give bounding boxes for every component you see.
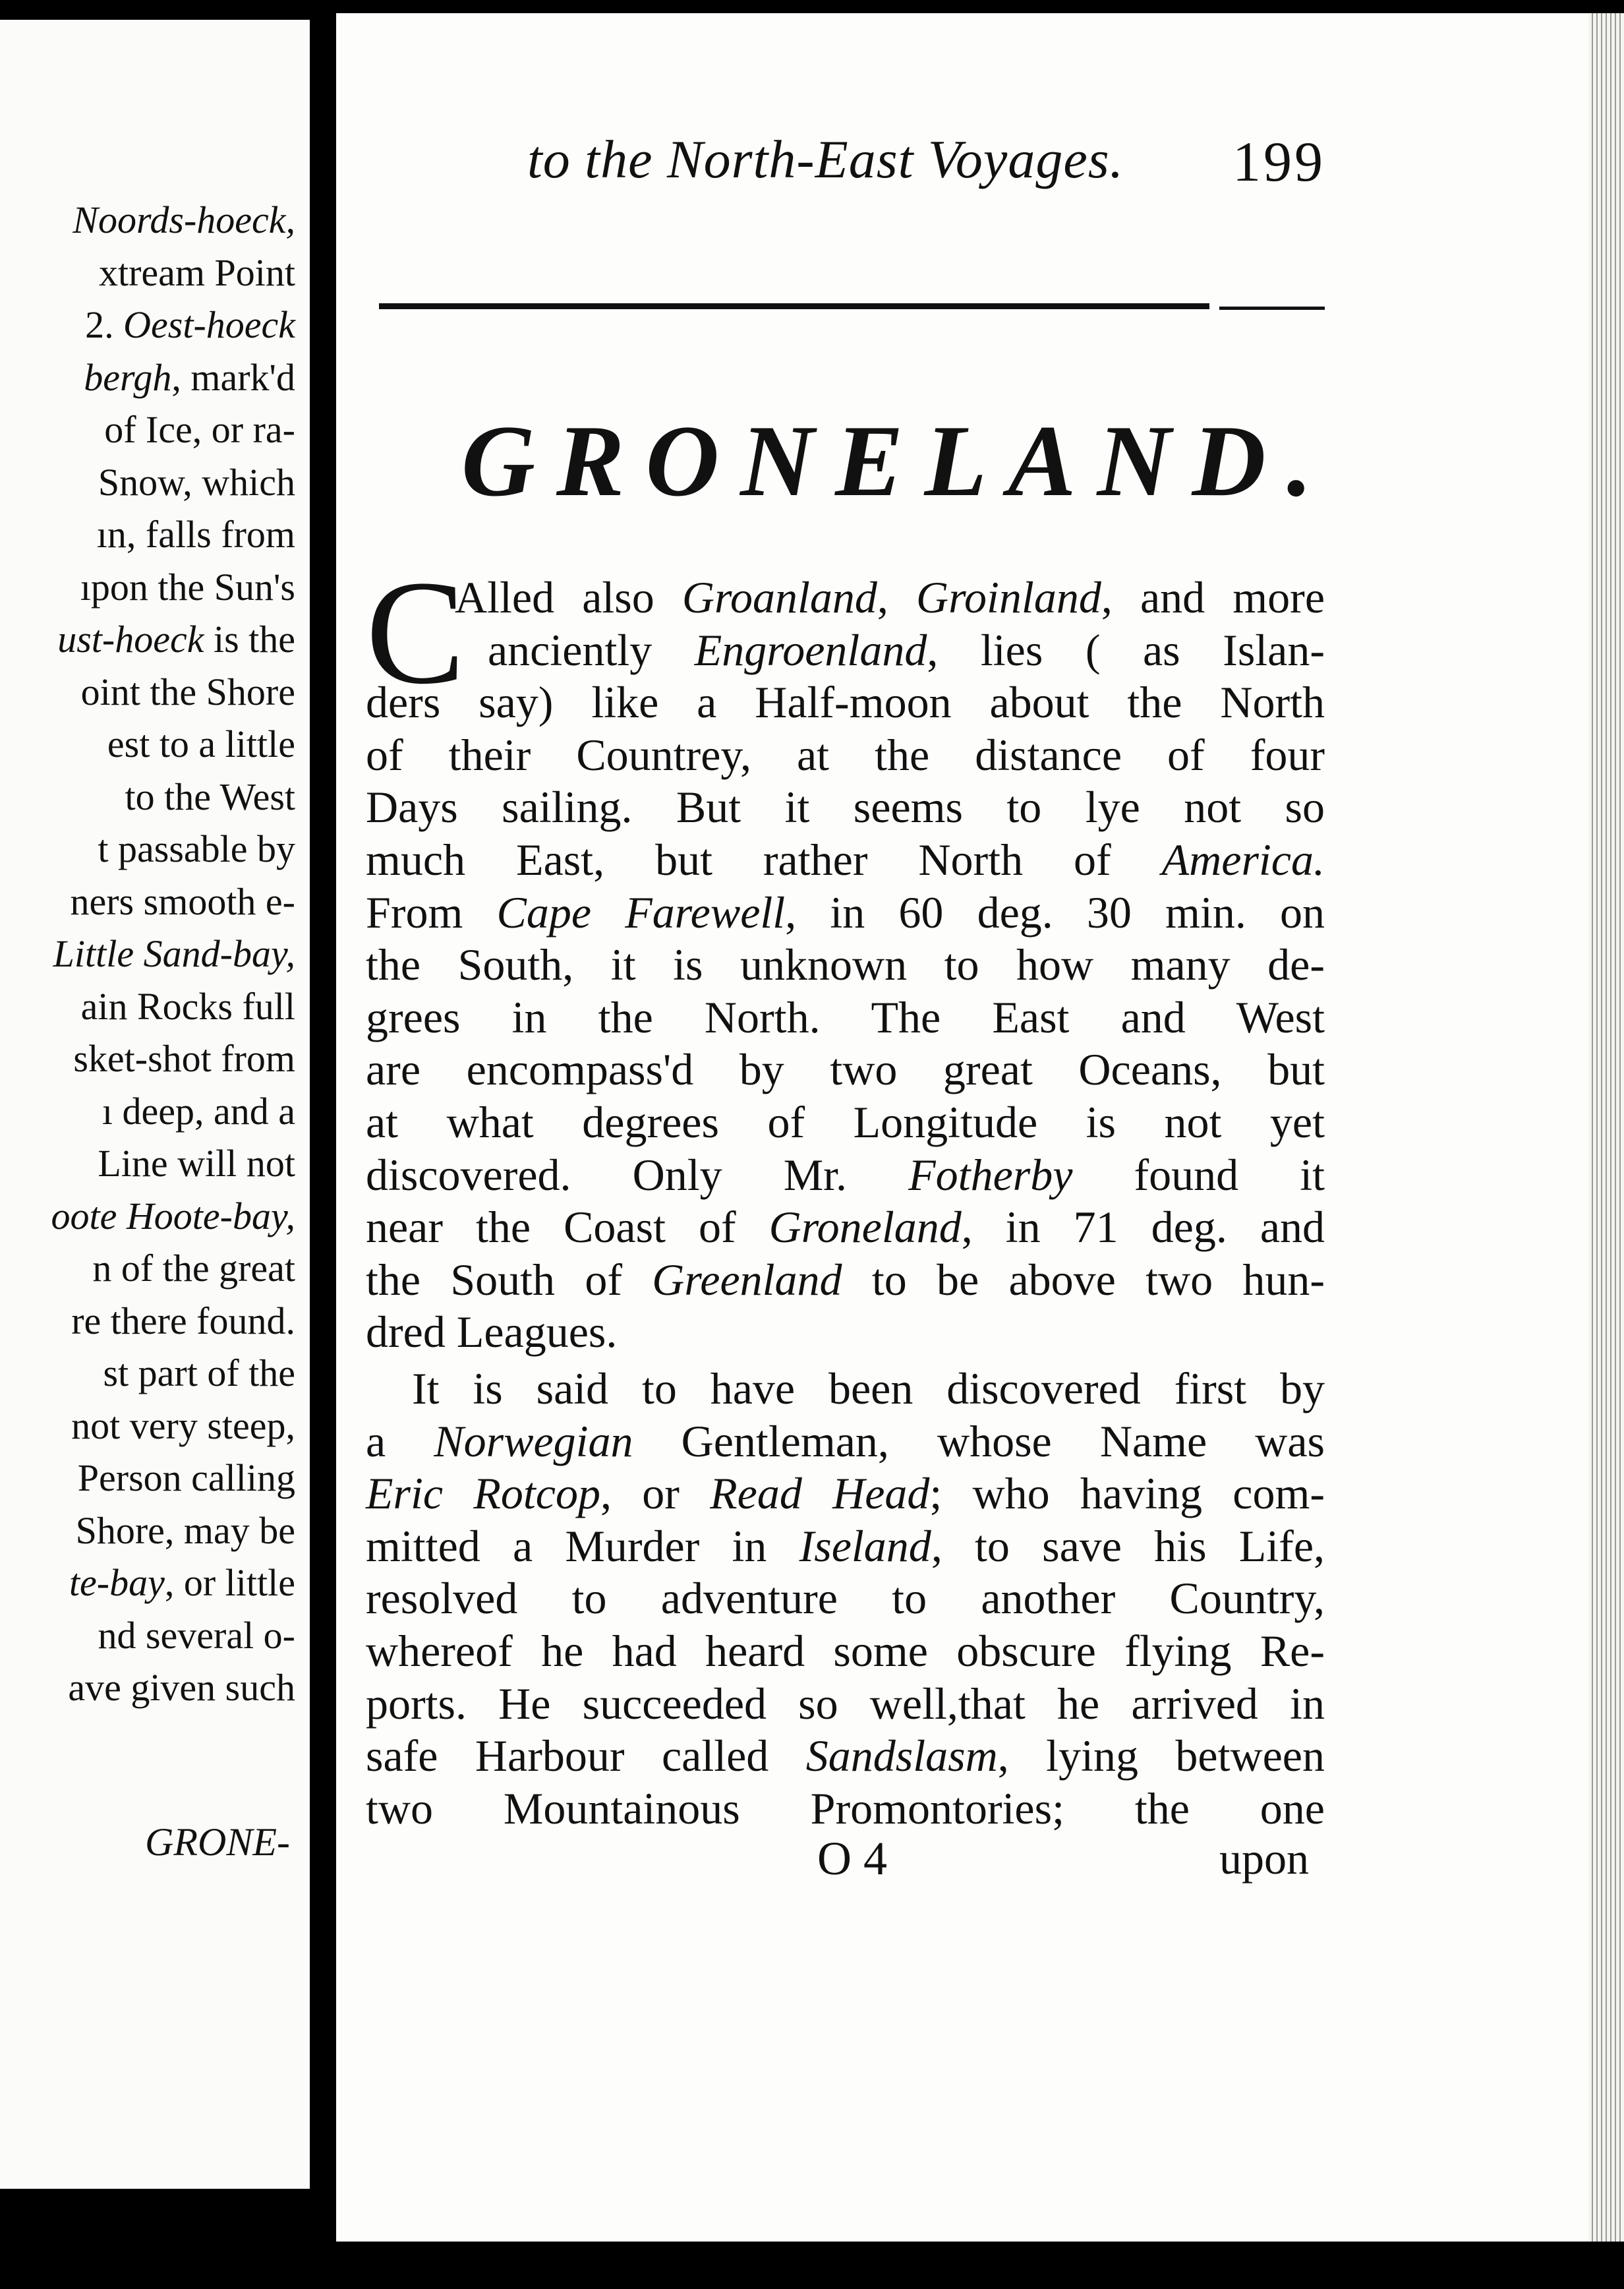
- body-line: [366, 1468, 1325, 1519]
- body-line-segment: Read Head: [710, 1468, 930, 1519]
- header-rule-end: [1219, 307, 1325, 310]
- left-line-segment: 2.: [85, 303, 124, 346]
- body-line-segment: Groanland: [682, 572, 877, 622]
- body-line-segment: Groneland: [768, 1202, 962, 1253]
- left-line-segment: xtream Point: [98, 251, 295, 294]
- left-line: [80, 670, 295, 713]
- left-line-segment: t passable by: [98, 827, 295, 870]
- body-line: [366, 939, 1325, 990]
- body-line: [488, 624, 1325, 675]
- body-line-segment: Alled also: [455, 572, 682, 622]
- running-head: to the North-East Voyages.: [527, 129, 1124, 189]
- left-line-segment: Noords-hoeck,: [72, 198, 295, 241]
- left-line-segment: Snow, which: [98, 460, 295, 504]
- left-line-segment: ain Rocks full: [80, 984, 295, 1028]
- left-line: [98, 460, 295, 504]
- body-line: [366, 1149, 1325, 1200]
- body-line-segment: It is said to have been discovered first by: [412, 1363, 1325, 1413]
- body-line-segment: safe Harbour called: [366, 1731, 806, 1781]
- left-line: [85, 303, 295, 346]
- body-line-segment: , to save his Life,: [931, 1520, 1325, 1571]
- body-line-segment: grees in the North. The East and West: [366, 992, 1325, 1042]
- body-line-segment: Cape Farewell: [496, 887, 786, 937]
- left-line: [80, 984, 295, 1028]
- left-line-segment: ave given such: [68, 1666, 295, 1709]
- left-line-segment: ners smooth e-: [70, 879, 295, 923]
- body-line: [366, 729, 1325, 780]
- left-page-catchword: GRONE-: [145, 1820, 290, 1864]
- body-line-segment: resolved to adventure to another Country,: [366, 1573, 1325, 1624]
- body-line-segment: From: [366, 887, 497, 937]
- body-line-segment: found it: [1072, 1149, 1325, 1200]
- body-line-segment: the South, it is unknown to how many de-: [366, 939, 1325, 990]
- left-line-segment: est to a little: [107, 723, 295, 765]
- body-line: [366, 887, 1325, 937]
- body-line-segment: America.: [1161, 835, 1325, 885]
- body-line-segment: at what degrees of Longitude is not yet: [366, 1097, 1325, 1147]
- left-line-segment: Little Sand-bay,: [53, 932, 295, 975]
- left-line-segment: ıpon the Sun's: [80, 565, 295, 609]
- left-line-segment: ın, falls from: [96, 513, 295, 556]
- section-heading: GRONELAND.: [461, 404, 1334, 518]
- body-line-segment: anciently: [488, 624, 695, 675]
- left-line: [125, 775, 295, 818]
- body-line: [366, 1520, 1325, 1571]
- left-line: [69, 1561, 295, 1604]
- body-line-segment: Eric Rotcop: [366, 1468, 600, 1519]
- left-line: [102, 1089, 295, 1133]
- left-line-segment: sket-shot from: [73, 1037, 295, 1080]
- catchword: upon: [1219, 1833, 1309, 1884]
- left-line-segment: of Ice, or ra-: [104, 408, 295, 451]
- left-line: [75, 1508, 295, 1552]
- left-line: [72, 198, 295, 241]
- page-edges: [1588, 13, 1624, 2242]
- body-line-segment: near the Coast of: [366, 1202, 769, 1253]
- left-line: [98, 1144, 295, 1183]
- left-line-segment: Oest-hoeck: [123, 303, 295, 346]
- body-line-segment: , and more: [1101, 572, 1325, 622]
- left-line: [73, 1037, 295, 1080]
- left-line: [84, 355, 295, 399]
- drop-cap: C: [366, 550, 465, 715]
- header-rule: [379, 303, 1209, 309]
- body-line-segment: are encompass'd by two great Oceans, but: [366, 1044, 1325, 1095]
- left-line-segment: st part of the: [103, 1352, 295, 1394]
- body-line-segment: , in 71 deg. and: [961, 1202, 1325, 1253]
- left-line: [80, 565, 295, 609]
- left-line-segment: te-bay: [69, 1561, 165, 1604]
- body-line-segment: the South of: [366, 1254, 652, 1305]
- body-line-segment: of their Countrey, at the distance of four: [366, 729, 1325, 780]
- left-line-segment: Shore, may be: [75, 1508, 295, 1552]
- left-line: [104, 408, 295, 451]
- body-line: [366, 1678, 1325, 1729]
- body-line-segment: mitted a Murder in: [366, 1520, 799, 1571]
- body-line-segment: sm: [948, 1731, 998, 1781]
- body-line-segment: Groinland: [915, 572, 1101, 622]
- body-line-segment: Fotherby: [908, 1149, 1073, 1200]
- body-line: [412, 1363, 1325, 1413]
- body-line-segment: dred Leagues.: [366, 1307, 618, 1357]
- body-line: [366, 1254, 1325, 1305]
- left-line: [107, 725, 295, 763]
- left-line: [57, 620, 295, 659]
- body-line-segment: , lying between: [997, 1731, 1325, 1781]
- body-line-segment: much East, but rather North of: [366, 835, 1162, 885]
- body-line-segment: to be above two hun-: [842, 1254, 1325, 1305]
- body-line-segment: ports. He succeeded so well,that he arrived in: [366, 1678, 1325, 1729]
- left-line-segment: ı deep, and a: [102, 1089, 295, 1133]
- body-line-segment: , in 60 deg. 30 min. on: [785, 887, 1325, 937]
- body-line-segment: a: [366, 1415, 434, 1466]
- left-line-segment: , mark'd: [171, 355, 295, 399]
- body-line: [366, 835, 1325, 885]
- left-line: [98, 1613, 295, 1657]
- left-line-segment: Person calling: [77, 1456, 295, 1499]
- body-line-segment: Gentleman, whose Name was: [633, 1415, 1325, 1466]
- body-line: [455, 572, 1325, 622]
- left-line-segment: Line will not: [98, 1142, 295, 1185]
- left-line: [71, 1404, 295, 1447]
- body-line-segment: Days sailing. But it seems to lye not so: [366, 782, 1325, 833]
- body-line-segment: ; who having com-: [929, 1468, 1325, 1519]
- body-line: [366, 782, 1325, 833]
- body-line-segment: two Mountainous Promontories; the one: [366, 1783, 1325, 1833]
- body-line-segment: whereof he had heard some obscure flying Re-: [366, 1626, 1325, 1676]
- signature-mark: O 4: [817, 1832, 887, 1885]
- body-line-segment: ders say) like a Half-moon about the North: [366, 677, 1325, 728]
- body-line: [366, 1731, 1325, 1781]
- left-line: [98, 251, 295, 294]
- page-number: 199: [1232, 130, 1325, 193]
- left-line: [53, 932, 295, 975]
- left-line-segment: bergh: [84, 355, 172, 399]
- body-line-segment: discovered. Only Mr.: [366, 1149, 909, 1200]
- left-line-segment: not very steep,: [71, 1404, 295, 1447]
- body-line-segment: Sandsla: [805, 1731, 948, 1781]
- body-line: [366, 1044, 1325, 1095]
- left-line: [68, 1666, 295, 1709]
- left-line: [98, 827, 295, 870]
- body-line: [366, 1307, 618, 1357]
- left-line: [77, 1456, 295, 1499]
- left-page: [0, 20, 310, 2189]
- left-line-segment: oote Hoote-bay,: [51, 1194, 295, 1237]
- body-line: [366, 1415, 1325, 1466]
- body-line-segment: Engroenland: [694, 624, 927, 675]
- left-line: [96, 513, 295, 556]
- body-line-segment: Norwegian: [434, 1415, 633, 1466]
- left-line: [103, 1354, 295, 1392]
- body-line: [366, 1202, 1325, 1253]
- left-line-segment: is the: [204, 618, 295, 661]
- body-line: [366, 1573, 1325, 1624]
- left-line: [71, 1299, 295, 1342]
- body-line: [366, 677, 1325, 728]
- left-line-segment: n of the great: [92, 1247, 295, 1290]
- left-line: [51, 1194, 295, 1237]
- left-line-segment: ust-hoeck: [57, 618, 204, 661]
- body-line-segment: Greenland: [652, 1254, 842, 1305]
- body-line: [366, 1783, 1325, 1833]
- left-line: [92, 1249, 295, 1288]
- body-line-segment: Iseland: [799, 1520, 931, 1571]
- left-line-segment: oint the Shore: [80, 670, 295, 713]
- left-line-segment: re there found.: [71, 1299, 295, 1342]
- book-gutter: [310, 0, 336, 2289]
- left-line-segment: nd several o-: [98, 1613, 295, 1657]
- body-line-segment: , lies ( as Islan-: [927, 624, 1325, 675]
- body-line: [366, 1097, 1325, 1147]
- body-line-segment: ,: [877, 572, 916, 622]
- body-line: [366, 1626, 1325, 1676]
- left-line-segment: , or little: [164, 1561, 295, 1604]
- body-line-segment: , or: [600, 1468, 710, 1519]
- body-line: [366, 992, 1325, 1042]
- left-line-segment: to the West: [125, 775, 295, 818]
- left-line: [70, 879, 296, 923]
